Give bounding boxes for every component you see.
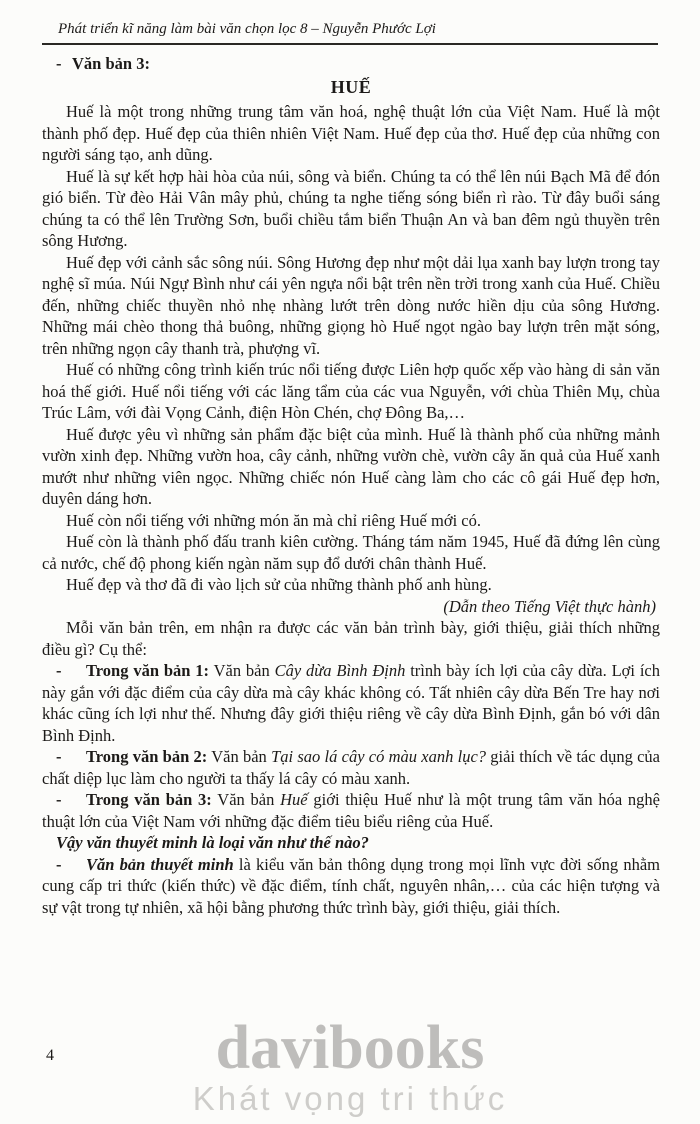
analysis-item-2 (42, 746, 660, 789)
list-dash: - (56, 661, 62, 680)
analysis-item-3-pre: Văn bản (211, 790, 281, 809)
analysis-item-1-label: Trong văn bản 1: (86, 661, 210, 680)
paragraph-6: Huế còn nổi tiếng với những món ăn mà chỉ riêng Huế mới có. (66, 510, 481, 530)
paragraph-4: Huế có những công trình kiến trúc nổi tiếng được Liên hợp quốc xếp vào hàng di sản văn hoá thế giới. Huế nổi tiếng với các lăng tẩm của các vua Nguyễn, với chùa Thiên Mụ, chùa Trúc Lâm, với đài Vọng Cảnh, điện Hòn Chén, chợ Đông Ba,… (42, 360, 660, 422)
list-dash: - (56, 747, 62, 766)
analysis-item-1-text: trình bày ích lợi của cây dừa. Lợi ích này gắn với đặc điểm của cây dừa mà cây khác không có. Tất nhiên cây dừa Bến Tre hay nơi khác cũng ích lợi như thế. Nhưng đây giới thiệu riêng về cây dừa Bình Định, gắn bó với dân Bình Định. (42, 661, 660, 745)
paragraph-8: Huế đẹp và thơ đã đi vào lịch sử của những thành phố anh hùng. (66, 575, 492, 594)
analysis-item-2-text: giải thích về tác dụng của chất diệp lục làm cho người ta thấy lá cây có màu xanh. (42, 747, 660, 788)
section-label: Văn bản 3: (72, 54, 150, 73)
page-number: 4 (46, 1046, 54, 1064)
analysis-item-1-pre: Văn bản (209, 661, 275, 680)
section-heading (42, 53, 660, 75)
question-intro: Mỗi văn bản trên, em nhận ra được các văn bản trình bày, giới thiệu, giải thích những điều gì? Cụ thể: (42, 618, 660, 659)
paragraph-5: Huế được yêu vì những sản phẩm đặc biệt của mình. Huế là thành phố của những mảnh vườn xinh đẹp. Những vườn hoa, cây cảnh, những vườn chè, vườn cây ăn quả của Huế xanh mướt như những viên ngọc. Những chiếc nón Huế càng làm cho các cô gái Huế đẹp hơn, duyên dáng hơn. (42, 424, 660, 508)
analysis-item-2-pre: Văn bản (207, 747, 272, 766)
running-header-title: Phát triển kĩ năng làm bài văn chọn lọc 8 – Nguyễn Phước Lợi (58, 21, 436, 37)
watermark (0, 1016, 700, 1118)
analysis-item-3-label: Trong văn bản 3: (86, 790, 212, 809)
analysis-item-3 (42, 789, 660, 832)
list-dash: - (56, 790, 62, 809)
analysis-item-3-text: giới thiệu Huế như là một trung tâm văn hóa nghệ thuật lớn của Việt Nam với những đặc điểm tiêu biểu riêng của Huế. (42, 790, 661, 831)
paragraph-3: Huế đẹp với cảnh sắc sông núi. Sông Hương đẹp như một dải lụa xanh bay lượn trong tay nghệ sĩ múa. Núi Ngự Bình như cái yên ngựa nổi bật trên nền trời trong xanh của Huế. Chiều đến, những chiếc thuyền nhỏ nhẹ nhàng lướt trên dòng nước hiền dịu của sông Hương. Những mái chèo thong thả buông, những giọng hò Huế ngọt ngào bay lượn trên mặt sóng, trên những ngọn cây thanh trà, phượng vĩ. (42, 252, 660, 358)
rhetorical-question: Vậy văn thuyết minh là loại văn như thế nào? (56, 833, 369, 852)
document-title: HUẾ (330, 76, 372, 97)
paragraph-1: Huế là một trong những trung tâm văn hoá, nghệ thuật lớn của Việt Nam. Huế là một thành phố đẹp. Huế đẹp của thiên nhiên Việt Nam. Huế đẹp của thơ. Huế đẹp của những con người sáng tạo, anh dũng. (42, 102, 660, 164)
source-citation: (Dẫn theo Tiếng Việt thực hành) (443, 596, 656, 616)
analysis-item-1-title: Cây dừa Bình Định (274, 661, 406, 680)
watermark-tagline: Khát vọng tri thức (192, 1080, 508, 1117)
analysis-item-2-label: Trong văn bản 2: (86, 747, 208, 766)
list-dash: - (56, 854, 62, 874)
definition-text: là kiểu văn bản thông dụng trong mọi lĩnh vực đời sống nhằm cung cấp tri thức (kiến thức) về đặc điểm, tính chất, nguyên nhân,… của các hiện tượng và sự vật trong tự nhiên, xã hội bằng phương thức trình bày, giới thiệu, giải thích. (42, 854, 660, 917)
page-content (0, 45, 700, 918)
paragraph-7: Huế còn là thành phố đấu tranh kiên cường. Tháng tám năm 1945, Huế đã đứng lên cùng cả nước, chế độ phong kiến ngàn năm sụp đổ dưới chân thành Huế. (42, 532, 660, 573)
paragraph-2: Huế là sự kết hợp hài hòa của núi, sông và biển. Chúng ta có thể lên núi Bạch Mã để đón gió biển. Từ đèo Hải Vân mây phủ, chúng ta nghe tiếng sóng biển rì rào. Từ đây buổi sáng chúng ta có thể lên Trường Sơn, buổi chiều tắm biển Thuận An và ban đêm ngủ thuyền trên sông Hương. (42, 166, 660, 250)
running-header (0, 0, 700, 38)
watermark-brand: davibooks (215, 1014, 485, 1082)
analysis-item-1 (42, 660, 660, 746)
definition-term: Văn bản thuyết minh (86, 854, 234, 874)
definition-item (42, 854, 660, 919)
list-dash: - (56, 54, 62, 73)
analysis-item-3-title: Huế (280, 790, 308, 809)
analysis-item-2-title: Tại sao lá cây có màu xanh lục? (271, 747, 487, 766)
